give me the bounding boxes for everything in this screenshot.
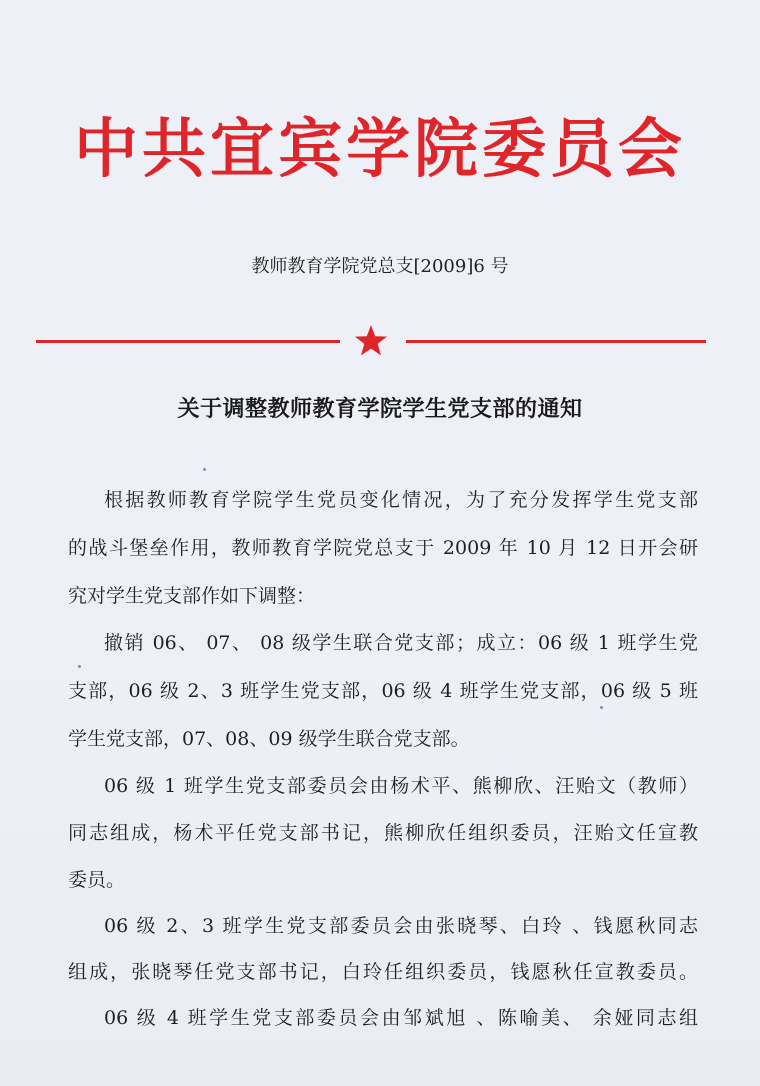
red-divider-left: [36, 340, 340, 343]
red-star-icon: [353, 323, 389, 359]
body-line: 委员。: [68, 869, 126, 891]
scan-speck: [600, 706, 603, 709]
org-header-title: 中共宜宾学院委员会: [74, 112, 686, 187]
body-line: 撤销 06、 07、 08 级学生联合党支部；成立：06 级 1 班学生党: [104, 632, 698, 654]
scan-speck: [203, 468, 206, 471]
red-divider-right: [406, 340, 706, 343]
body-line: 学生党支部，07、08、09 级学生联合党支部。: [68, 728, 470, 750]
document-number: 教师教育学院党总支[2009]6 号: [251, 256, 509, 277]
body-line: 组成，张晓琴任党支部书记，白玲任组织委员，钱愿秋任宣教委员。: [68, 961, 698, 983]
body-line: 支部，06 级 2、3 班学生党支部，06 级 4 班学生党支部，06 级 5 班: [68, 680, 698, 702]
body-line: 究对学生党支部作如下调整：: [68, 585, 316, 607]
body-line: 06 级 4 班学生党支部委员会由邹斌旭 、陈喻美、 余娅同志组: [104, 1007, 698, 1029]
body-line: 同志组成，杨术平任党支部书记，熊柳欣任组织委员，汪贻文任宣教: [68, 822, 698, 844]
body-line: 的战斗堡垒作用，教师教育学院党总支于 2009 年 10 月 12 日开会研: [68, 537, 698, 559]
notice-title: 关于调整教师教育学院学生党支部的通知: [177, 397, 583, 422]
body-line: 06 级 1 班学生党支部委员会由杨术平、熊柳欣、汪贻文（教师）: [104, 775, 698, 797]
body-line: 根据教师教育学院学生党员变化情况，为了充分发挥学生党支部: [104, 489, 698, 511]
scan-speck: [78, 665, 81, 668]
body-line: 06 级 2、3 班学生党支部委员会由张晓琴、白玲 、钱愿秋同志: [104, 915, 698, 937]
